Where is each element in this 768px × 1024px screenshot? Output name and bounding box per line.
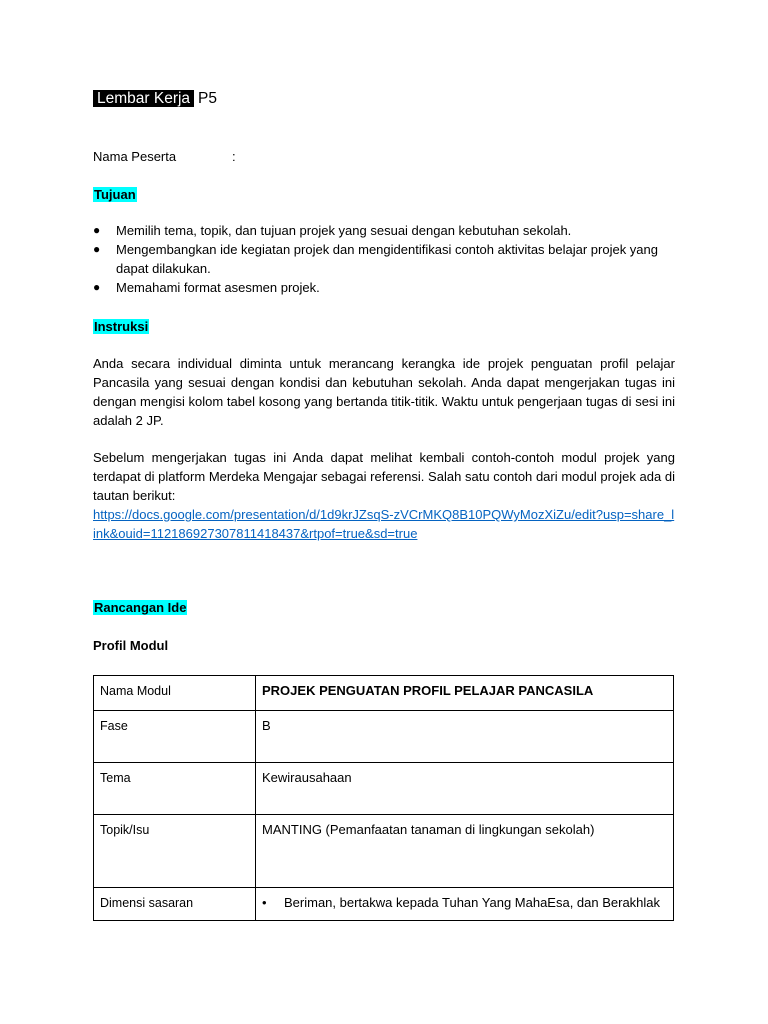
list-item-text: Memilih tema, topik, dan tujuan projek yang sesuai dengan kebutuhan sekolah. — [116, 223, 572, 238]
tujuan-list — [93, 221, 675, 297]
rancangan-heading — [93, 598, 187, 617]
list-item-text: Mengembangkan ide kegiatan projek dan mengidentifikasi contoh aktivitas belajar projek yang dapat dilakukan. — [116, 242, 659, 276]
list-item — [262, 894, 667, 912]
instruksi-paragraph-1: Anda secara individual diminta untuk merancang kerangka ide projek penguatan profil pelajar Pancasila yang sesuai dengan kondisi dan kebutuhan sekolah. Anda dapat mengerjakan tugas ini dengan mengisi kolom tabel kosong yang bertanda titik-titik. Waktu untuk pengerjaan tugas di sesi ini adalah 2 JP. — [93, 356, 675, 428]
profil-modul-table — [93, 675, 674, 921]
table-cell-value: PROJEK PENGUATAN PROFIL PELAJAR PANCASILA — [256, 676, 674, 711]
rancangan-heading-text: Rancangan Ide — [94, 600, 187, 615]
title-highlight: Lembar Kerja — [93, 90, 194, 107]
page-title — [93, 89, 217, 109]
list-item-text: Memahami format asesmen projek. — [116, 280, 320, 295]
bullet-icon: • — [262, 895, 267, 910]
table-row — [94, 676, 674, 711]
table-cell-label: Nama Modul — [94, 676, 256, 711]
list-item — [93, 278, 675, 297]
instruksi-heading-text: Instruksi — [94, 319, 149, 334]
tujuan-heading — [93, 185, 137, 204]
list-item — [93, 221, 675, 240]
table-row — [94, 763, 674, 815]
module-example-link[interactable]: https://docs.google.com/presentation/d/1d9krJZsqS-zVCrMKQ8B10PQWyMozXiZu/edit?usp=share_link&ouid=112186927307811418437&rtpof=true&sd=true — [93, 507, 675, 541]
instruksi-paragraph-2: Sebelum mengerjakan tugas ini Anda dapat melihat kembali contoh-contoh modul projek yang terdapat di platform Merdeka Mengajar sebagai referensi. Salah satu contoh dari modul projek ada di tautan berikut: — [93, 450, 675, 503]
tujuan-heading-text: Tujuan — [94, 187, 136, 202]
table-row — [94, 888, 674, 921]
table-row — [94, 711, 674, 763]
profil-modul-heading: Profil Modul — [93, 638, 169, 653]
table-cell-label: Fase — [94, 711, 256, 763]
list-item — [93, 240, 675, 278]
instruksi-heading — [93, 317, 149, 336]
table-cell-label: Tema — [94, 763, 256, 815]
peserta-label: Nama Peserta — [93, 149, 177, 164]
bullet-icon: ● — [93, 242, 101, 256]
title-suffix: P5 — [198, 90, 218, 107]
table-row — [94, 815, 674, 888]
table-cell-value: B — [256, 711, 674, 763]
table-cell-label: Dimensi sasaran — [94, 888, 256, 921]
table-cell-value: MANTING (Pemanfaatan tanaman di lingkungan sekolah) — [256, 815, 674, 888]
table-cell-label: Topik/Isu — [94, 815, 256, 888]
table-cell-value — [256, 888, 674, 921]
bullet-icon: ● — [93, 280, 101, 294]
list-item-text: Beriman, bertakwa kepada Tuhan Yang MahaEsa, dan Berakhlak — [284, 895, 661, 910]
table-cell-value: Kewirausahaan — [256, 763, 674, 815]
bullet-icon: ● — [93, 223, 101, 237]
peserta-colon: : — [232, 149, 236, 164]
